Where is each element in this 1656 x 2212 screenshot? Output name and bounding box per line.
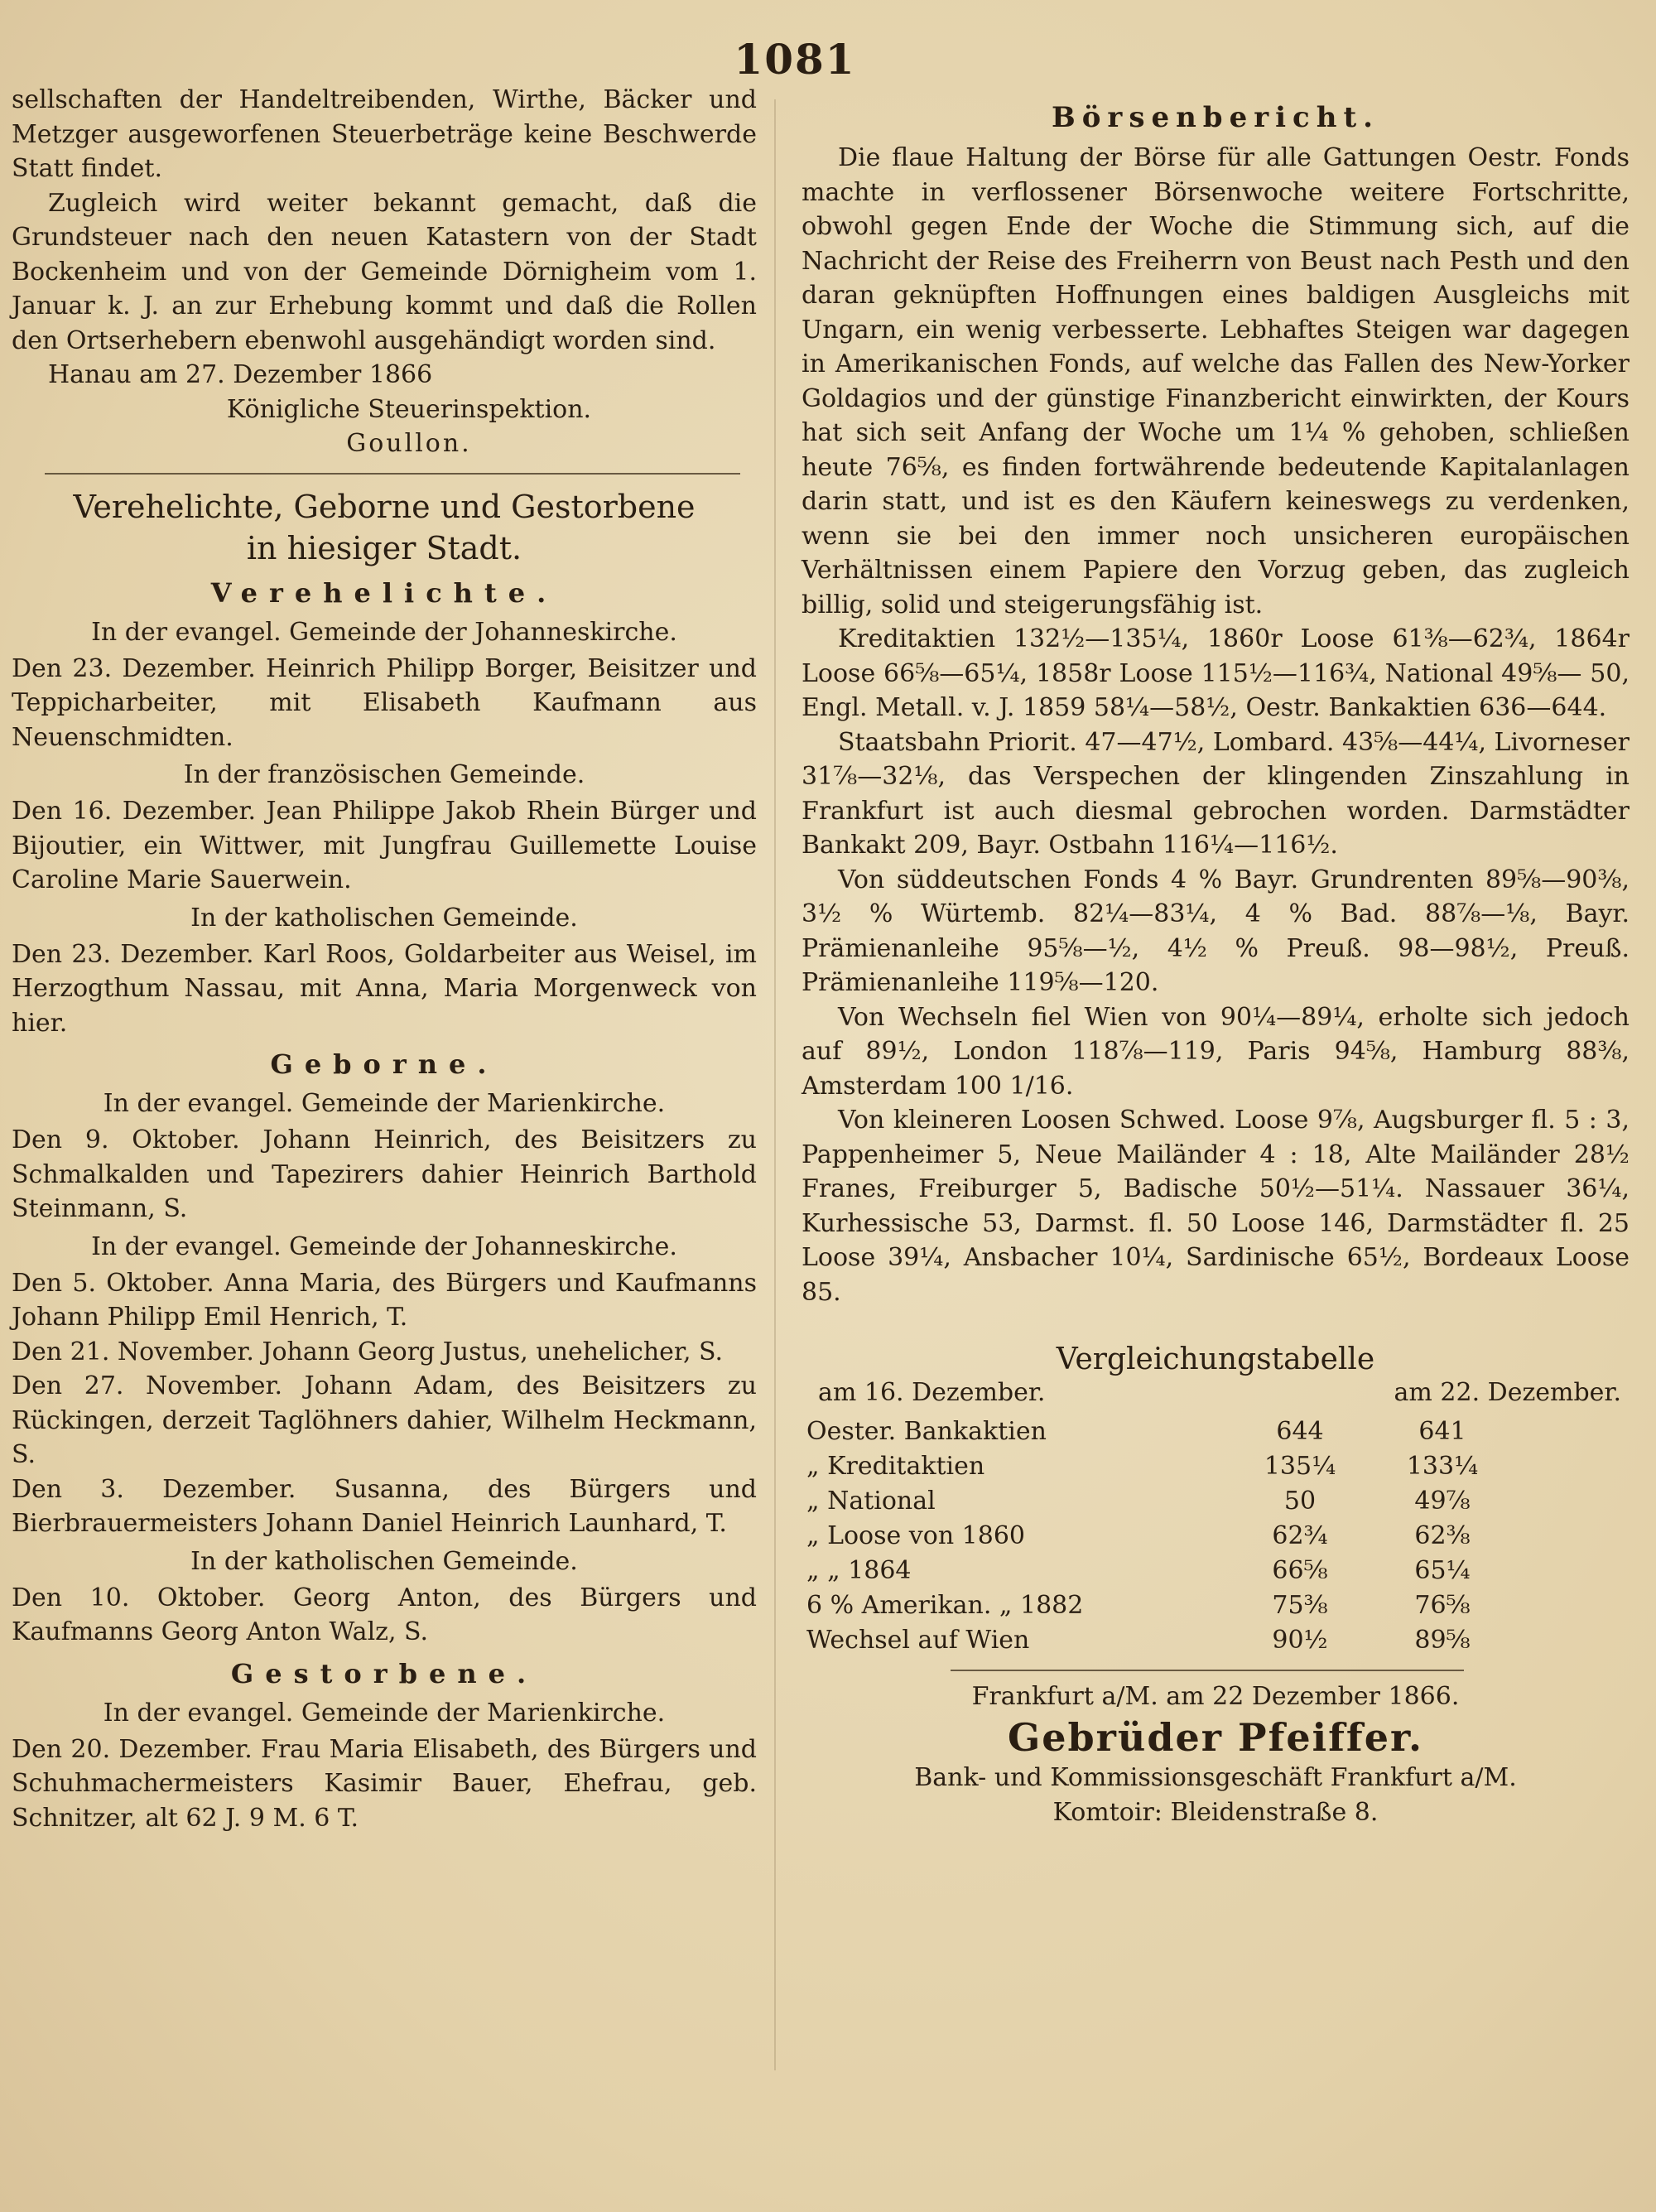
value-16: 90½ bbox=[1272, 1626, 1328, 1655]
boersen-title: Börsenbericht. bbox=[1051, 101, 1380, 134]
row-label: Wechsel auf Wien bbox=[806, 1626, 1030, 1655]
firm-name: Gebrüder Pfeiffer. bbox=[1007, 1715, 1424, 1760]
report-paragraph: Kreditaktien 132½—135¼, 1860r Loose 61⅜—62¾, 1864r Loose 66⅝—65¼, 1858r Loose 115½—116¾, National 49⅝— 50, Engl. Metall. v. J. 1859 58¼—58½, Oestr. Bankaktien 636—644. bbox=[802, 624, 1630, 722]
report-paragraph: Von süddeutschen Fonds 4 % Bayr. Grundrenten 89⅝—90⅜, 3½ % Würtemb. 82¼—83¼, 4 % Bad. 88⅞—⅛, Bayr. Prämienanleihe 95⅝—½, 4½ % Preuß. 98—98½, Preuß. Prämienanleihe 119⅝—120. bbox=[802, 865, 1630, 997]
row-label: „ Kreditaktien bbox=[806, 1452, 985, 1481]
report-paragraph: Von kleineren Loosen Schwed. Loose 9⅞, Augsburger fl. 5 : 3, Pappenheimer 5, Neue Mailänder 4 : 18, Alte Mailänder 28½ Franes, Freiburger 5, Badische 50½—51¼. Nassauer 36¼, Kurhessische 53, Darmst. fl. 50 Loose 146, Darmstädter fl. 25 Loose 39¼, Ansbacher 10¼, Sardinische 65½, Bordeaux Loose 85. bbox=[802, 1106, 1630, 1307]
value-16: 135¼ bbox=[1264, 1452, 1336, 1481]
comparison-table-header bbox=[802, 1376, 1630, 1410]
registry-entry: Den 16. Dezember. Jean Philippe Jakob Rhein Bürger und Bijoutier, ein Wittwer, mit Jungfrau Guillemette Louise Caroline Marie Sauerwein. bbox=[12, 797, 757, 894]
registry-entry: Den 5. Oktober. Anna Maria, des Bürgers und Kaufmanns Johann Philipp Emil Henrich, T. bbox=[12, 1268, 757, 1332]
signature: Goullon. bbox=[346, 429, 472, 458]
closing-date: Frankfurt a/M. am 22 Dezember 1866. bbox=[971, 1682, 1460, 1711]
registry-entry: Den 21. November. Johann Georg Justus, unehelicher, S. bbox=[12, 1337, 724, 1366]
registry-entry: Den 23. Dezember. Heinrich Philipp Borger, Beisitzer und Teppicharbeiter, mit Elisabeth Kaufmann aus Neuenschmidten. bbox=[12, 653, 757, 752]
registry-title-line-1: Verehelichte, Geborne und Gestorbene bbox=[73, 488, 696, 525]
comparison-table-title: Vergleichungstabelle bbox=[1056, 1342, 1375, 1376]
row-label: „ Loose von 1860 bbox=[806, 1521, 1026, 1550]
comparison-table bbox=[802, 1414, 1514, 1658]
table-row bbox=[802, 1623, 1514, 1658]
registry-entry: Den 27. November. Johann Adam, des Beisitzers zu Rückingen, derzeit Taglöhners dahier, Wilhelm Heckmann, S. bbox=[12, 1371, 757, 1469]
congregation-heading: In der französischen Gemeinde. bbox=[183, 760, 585, 789]
table-row bbox=[802, 1554, 1514, 1588]
comparison-col2-header: am 22. Dezember. bbox=[1394, 1378, 1621, 1407]
column-divider bbox=[774, 99, 776, 2070]
congregation-heading: In der katholischen Gemeinde. bbox=[190, 1546, 578, 1576]
congregation-heading: In der evangel. Gemeinde der Marienkirche. bbox=[103, 1698, 666, 1728]
report-paragraph: Von Wechseln fiel Wien von 90¼—89¼, erholte sich jedoch auf 89½, London 118⅞—119, Paris 94⅝, Hamburg 88⅜, Amsterdam 100 1/16. bbox=[802, 1002, 1630, 1101]
value-22: 641 bbox=[1418, 1417, 1466, 1446]
registry-entry: Den 10. Oktober. Georg Anton, des Bürgers und Kaufmanns Georg Anton Walz, S. bbox=[12, 1583, 757, 1646]
row-label: „ National bbox=[806, 1487, 936, 1516]
value-16: 50 bbox=[1283, 1487, 1317, 1516]
firm-address: Komtoir: Bleidenstraße 8. bbox=[1052, 1798, 1379, 1827]
table-row bbox=[802, 1519, 1514, 1554]
value-16: 644 bbox=[1276, 1417, 1324, 1446]
registry-entry: Den 9. Oktober. Johann Heinrich, des Beisitzers zu Schmalkalden und Tapezirers dahier Heinrich Barthold Steinmann, S. bbox=[12, 1125, 757, 1223]
registry-entry: Den 20. Dezember. Frau Maria Elisabeth, des Bürgers und Schuhmachermeisters Kasimir Bauer, Ehefrau, geb. Schnitzer, alt 62 J. 9 M. 6 T. bbox=[12, 1734, 757, 1833]
closing-rule bbox=[951, 1670, 1464, 1671]
row-label: Oester. Bankaktien bbox=[806, 1417, 1047, 1446]
registry-title-line-2: in hiesiger Stadt. bbox=[246, 529, 522, 566]
value-22: 133¼ bbox=[1406, 1452, 1479, 1481]
right-column bbox=[802, 101, 1630, 1830]
value-22: 49⅞ bbox=[1414, 1487, 1471, 1516]
died-heading: Gestorbene. bbox=[230, 1657, 538, 1689]
comparison-col1-header: am 16. Dezember. bbox=[818, 1378, 1046, 1407]
value-22: 89⅝ bbox=[1414, 1626, 1471, 1655]
married-heading: Verehelichte. bbox=[210, 576, 558, 609]
born-heading: Geborne. bbox=[270, 1048, 498, 1080]
intro-paragraph-1: sellschaften der Handeltreibenden, Wirthe, Bäcker und Metzger ausgeworfenen Steuerbeträge keine Beschwerde Statt findet. bbox=[12, 85, 757, 183]
congregation-heading: In der katholischen Gemeinde. bbox=[190, 903, 578, 933]
registry-title bbox=[12, 486, 757, 569]
report-paragraph: Staatsbahn Priorit. 47—47½, Lombard. 43⅝—44¼, Livorneser 31⅞—32⅛, das Verspechen der klingenden Zinszahlung in Frankfurt ist auch diesmal gebrochen worden. Darmstädter Bankakt 209, Bayr. Ostbahn 116¼—116½. bbox=[802, 727, 1630, 860]
table-row bbox=[802, 1414, 1514, 1449]
table-row bbox=[802, 1484, 1514, 1519]
congregation-heading: In der evangel. Gemeinde der Johanneskirche. bbox=[91, 617, 677, 647]
firm-description: Bank- und Kommissionsgeschäft Frankfurt a/M. bbox=[914, 1763, 1517, 1792]
place-date: Hanau am 27. Dezember 1866 bbox=[48, 360, 433, 389]
left-column bbox=[12, 83, 757, 1835]
table-row bbox=[802, 1588, 1514, 1623]
congregation-heading: In der evangel. Gemeinde der Johanneskirche. bbox=[91, 1231, 677, 1261]
congregation-heading: In der evangel. Gemeinde der Marienkirche. bbox=[103, 1089, 666, 1118]
row-label: „ „ 1864 bbox=[806, 1556, 912, 1585]
row-label: 6 % Amerikan. „ 1882 bbox=[806, 1591, 1084, 1620]
section-rule bbox=[45, 473, 740, 475]
value-16: 62¾ bbox=[1272, 1521, 1328, 1550]
value-22: 76⅝ bbox=[1414, 1591, 1471, 1620]
intro-paragraph-2: Zugleich wird weiter bekannt gemacht, daß die Grundsteuer nach den neuen Katastern von der Stadt Bockenheim und von der Gemeinde Dörnigheim vom 1. Januar k. J. an zur Erhebung kommt und daß die Rollen den Ortserhebern ebenwohl ausgehändigt worden sind. bbox=[12, 188, 757, 355]
registry-entry: Den 23. Dezember. Karl Roos, Goldarbeiter aus Weisel, im Herzogthum Nassau, mit Anna, Maria Morgenweck von hier. bbox=[12, 939, 757, 1038]
table-row bbox=[802, 1449, 1514, 1484]
authority: Königliche Steuerinspektion. bbox=[226, 394, 592, 424]
value-22: 65¼ bbox=[1414, 1556, 1471, 1585]
report-paragraph: Die flaue Haltung der Börse für alle Gattungen Oestr. Fonds machte in verflossener Börsenwoche weitere Fortschritte, obwohl gegen Ende der Woche die Stimmung sich, auf die Nachricht der Reise des Freiherrn von Beust nach Pesth und den daran geknüpften Hoffnungen eines baldigen Ausgleichs mit Ungarn, ein wenig verbesserte. Lebhaftes Steigen war dagegen in Amerikanischen Fonds, auf welche das Fallen des New-Yorker Goldagios und der günstige Finanzbericht einwirkten, der Kours hat sich seit Anfang der Woche um 1¼ % gehoben, schließen heute 76⅝, es finden fortwährende bedeutende Kapitalanlagen darin statt, und ist es den Käufern keineswegs zu verdenken, wenn sie bei den immer noch unsicheren europäischen Verhältnissen einem Papiere den Vorzug geben, das zugleich billig, solid und steigerungsfähig ist. bbox=[802, 143, 1630, 619]
value-16: 75⅜ bbox=[1272, 1591, 1328, 1620]
registry-entry: Den 3. Dezember. Susanna, des Bürgers und Bierbrauermeisters Johann Daniel Heinrich Launhard, T. bbox=[12, 1474, 757, 1538]
value-16: 66⅝ bbox=[1272, 1556, 1328, 1585]
page-number: 1081 bbox=[734, 35, 856, 84]
value-22: 62⅜ bbox=[1414, 1521, 1471, 1550]
